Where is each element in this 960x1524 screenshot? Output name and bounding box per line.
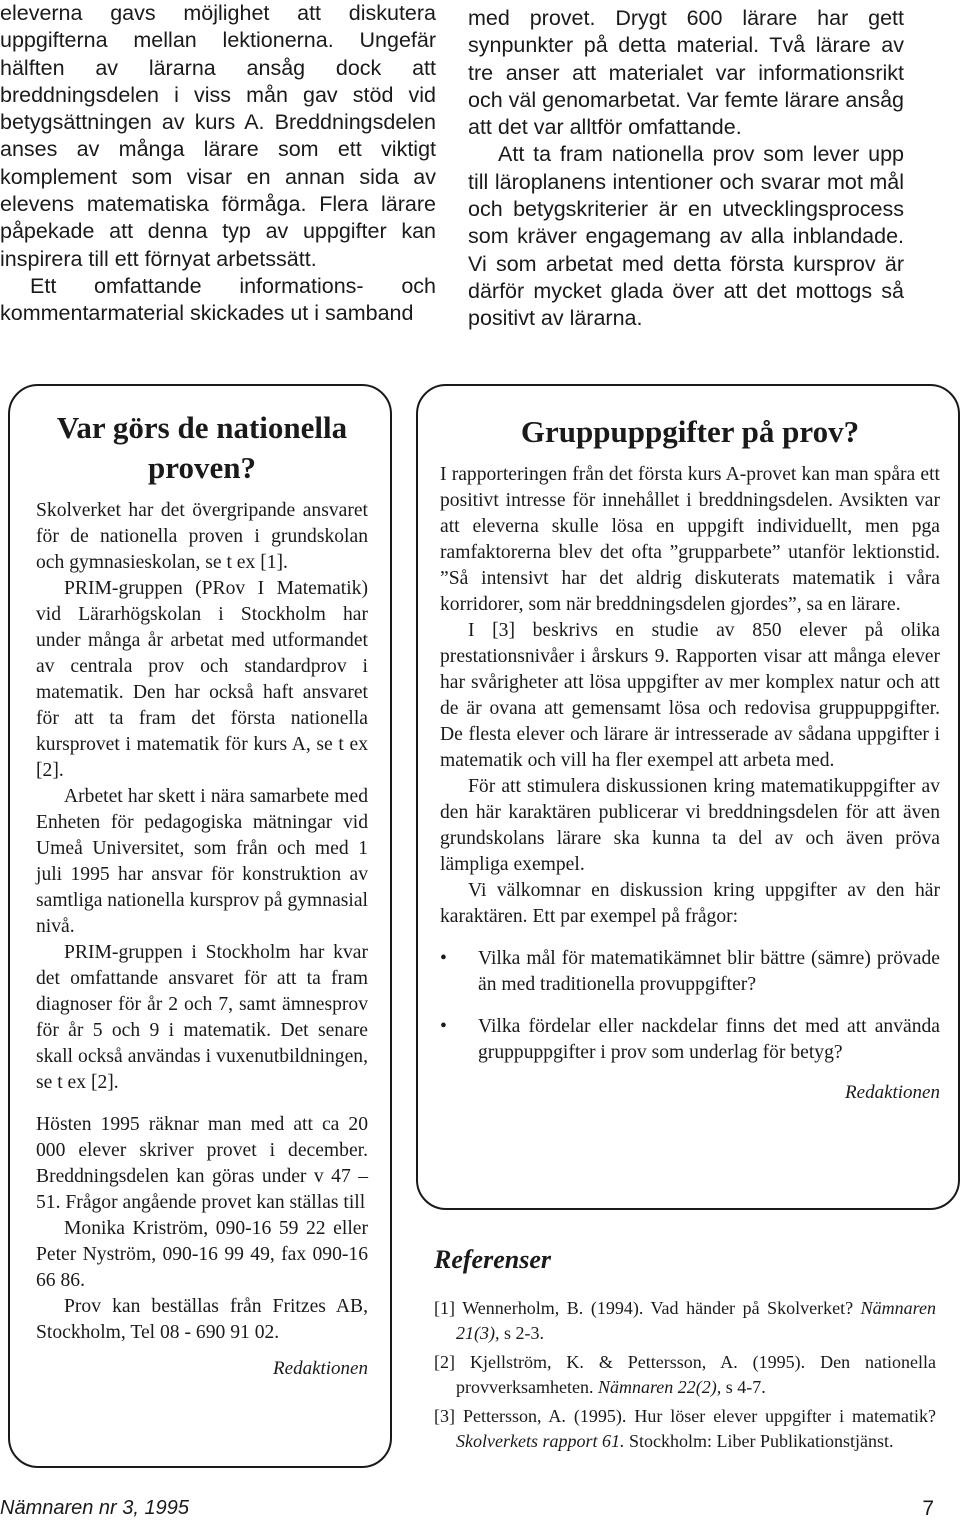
journal-footer: Nämnaren nr 3, 1995 <box>0 1497 190 1519</box>
reference-item <box>434 1296 936 1346</box>
body-paragraph: eleverna gavs möjlighet att diskutera uppgifterna mellan lektionerna. Ungefär hälften av lärarna ansåg dock att breddningsdelen i viss mån gav stöd vid betygsättningen av kurs A. Breddningsdelen anses av många lärare som ett viktigt komplement som visar en annan sida av elevens matematiska förmåga. Flera lärare påpekade att denna typ av uppgifter kan inspirera till ett förnyat arbetssätt. <box>0 1 436 271</box>
reference-item <box>434 1404 936 1454</box>
box-paragraph: PRIM-gruppen (PRov I Matematik) vid Lärarhögskolan i Stockholm har under många år arbetat med utformandet av centrala prov och standardprov i matematik. Den har också haft ansvaret för att ta fram det första nationella kursprovet i matematik för kurs A, se t ex [2]. <box>36 578 368 781</box>
box-paragraph: För att stimulera diskussionen kring matematikuppgifter av den här karaktären publicerar vi breddningsdelen för att även grundskolans lärare ska kunna ta del av och även pröva lämpliga exempel. <box>440 776 940 875</box>
bullet-icon: • <box>440 1016 447 1037</box>
box-paragraph: PRIM-gruppen i Stockholm har kvar det omfattande ansvaret för att ta fram diagnoser för år 2 och 7, samt ämnesprov för år 5 och 9 i matematik. Det senare skall också användas i vuxenutbildningen, se t ex [2]. <box>36 942 368 1093</box>
box-paragraph: Arbetet har skett i nära samarbete med Enheten för pedagogiska mätningar vid Umeå Universitet, som från och med 1 juli 1995 har ansvar för konstruktion av samtliga nationella kursprov på gymnasial nivå. <box>36 786 368 937</box>
signature: Redaktionen <box>273 1358 368 1379</box>
contact-info: Monika Kriström, 090-16 59 22 eller Peter Nyström, 090-16 99 49, fax 090-16 66 86. <box>36 1218 368 1291</box>
reference-number: [1] <box>434 1298 455 1318</box>
list-item-text: Vilka fördelar eller nackdelar finns det med att använda gruppuppgifter i prov som underlag för betyg? <box>478 1016 940 1063</box>
reference-item <box>434 1350 936 1400</box>
signature: Redaktionen <box>845 1082 940 1103</box>
box-text <box>440 462 940 1066</box>
body-paragraph: Att ta fram nationella prov som lever upp till läroplanens intentioner och svarar mot mål och betygskriterier är en utvecklingsprocess som kräver engagemang av alla inblandade. Vi som arbetat med detta första kursprov är därför mycket glada över att det mottogs så positivt av lärarna. <box>468 142 904 331</box>
reference-source: Skolverkets rapport 61. <box>456 1431 625 1451</box>
bullet-icon: • <box>440 948 447 969</box>
info-box-national-tests <box>8 384 392 1468</box>
box-title: Var görs de nationella proven? <box>56 410 348 485</box>
reference-number: [3] <box>434 1406 455 1426</box>
box-paragraph: Hösten 1995 räknar man med att ca 20 000 elever skriver provet i december. Breddningsdelen kan göras under v 47 – 51. Frågor angående provet kan ställas till <box>36 1114 368 1213</box>
reference-number: [2] <box>434 1352 455 1372</box>
page-number: 7 <box>922 1497 934 1520</box>
reference-pages: s 4-7. <box>725 1377 766 1397</box>
reference-text: Wennerholm, B. (1994). Vad händer på Skolverket? <box>462 1298 854 1318</box>
reference-source: Nämnaren 22(2), <box>597 1377 722 1397</box>
reference-pages: s 2-3. <box>504 1323 544 1343</box>
top-right-column <box>468 5 904 333</box>
references-heading: Referenser <box>434 1245 551 1274</box>
info-box-group-tasks <box>416 384 960 1210</box>
box-paragraph: Skolverket har det övergripande ansvaret för de nationella proven i grundskolan och gymnasieskolan, se t ex [1]. <box>36 500 368 573</box>
box-paragraph: Vi välkomnar en diskussion kring uppgifter av den här karaktären. Ett par exempel på frågor: <box>440 880 940 927</box>
question-list <box>440 946 940 1066</box>
reference-source: Nämnaren 21(3), <box>456 1298 936 1343</box>
box-paragraph: I rapporteringen från det första kurs A-provet kan man spåra ett positivt intresse för innehållet i breddningsdelen. Avsikten var att eleverna skulle lösa en uppgift individuellt, men pga ramfaktorerna blev det ofta ”grupparbete” utanför lektionstid. ”Så intensivt har det aldrig diskuterats matematik i våra korridorer, som när breddningsdelen gjordes”, sa en lärare. <box>440 464 940 615</box>
references-list <box>434 1296 936 1458</box>
reference-text: Kjellström, K. & Pettersson, A. (1995). Den nationella provverksamheten. <box>456 1352 936 1397</box>
body-paragraph: med provet. Drygt 600 lärare har gett synpunkter på detta material. Två lärare av tre anser att materialet var informationsrikt och väl genomarbetat. Var femte lärare ansåg att det var alltför omfattande. <box>468 6 904 140</box>
top-left-column <box>0 0 436 328</box>
reference-pages: Stockholm: Liber Publikationstjänst. <box>628 1431 894 1451</box>
box-title: Gruppuppgifter på prov? <box>520 414 860 449</box>
list-item-text: Vilka mål för matematikämnet blir bättre (sämre) prövade än med traditionella provuppgifter? <box>478 948 940 995</box>
box-text <box>36 498 368 1346</box>
list-item <box>440 1014 940 1066</box>
list-item <box>440 946 940 998</box>
body-paragraph: Ett omfattande informations- och kommentarmaterial skickades ut i samband <box>0 273 436 326</box>
reference-text: Pettersson, A. (1995). Hur löser elever uppgifter i matematik? <box>462 1406 936 1426</box>
order-info: Prov kan beställas från Fritzes AB, Stockholm, Tel 08 - 690 91 02. <box>36 1296 368 1343</box>
box-paragraph: I [3] beskrivs en studie av 850 elever på olika prestationsnivåer i årskurs 9. Rapporten visar att många elever har svårigheter att lösa uppgifter av mer komplex natur och att de är ovana att gemensamt lösa och redovisa gruppuppgifter. De flesta elever och lärare är intresserade av sådana uppgifter i matematik och vill ha fler exempel att arbeta med. <box>440 620 940 771</box>
